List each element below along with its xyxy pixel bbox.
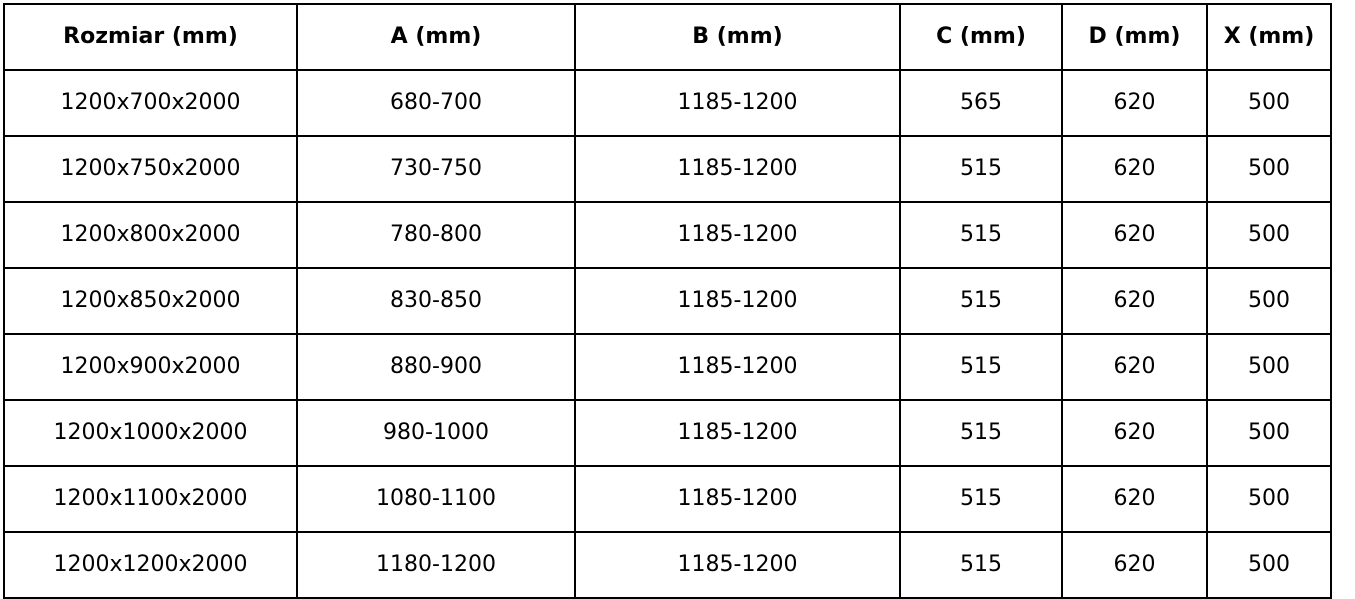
cell-a: 1080-1100	[297, 466, 575, 532]
table-row	[4, 202, 1331, 268]
table-row	[4, 532, 1331, 598]
cell-b: 1185-1200	[575, 70, 900, 136]
cell-c: 565	[900, 70, 1062, 136]
column-header-rozmiar: Rozmiar (mm)	[4, 4, 297, 70]
cell-rozmiar: 1200x1200x2000	[4, 532, 297, 598]
cell-rozmiar: 1200x1000x2000	[4, 400, 297, 466]
cell-x: 500	[1207, 136, 1331, 202]
column-header-b: B (mm)	[575, 4, 900, 70]
cell-b: 1185-1200	[575, 202, 900, 268]
cell-x: 500	[1207, 532, 1331, 598]
cell-d: 620	[1062, 466, 1207, 532]
column-header-a: A (mm)	[297, 4, 575, 70]
cell-x: 500	[1207, 202, 1331, 268]
cell-a: 680-700	[297, 70, 575, 136]
table-header	[4, 4, 1331, 70]
cell-rozmiar: 1200x900x2000	[4, 334, 297, 400]
cell-a: 1180-1200	[297, 532, 575, 598]
dimensions-table	[3, 3, 1332, 599]
cell-b: 1185-1200	[575, 334, 900, 400]
cell-x: 500	[1207, 334, 1331, 400]
column-header-c: C (mm)	[900, 4, 1062, 70]
cell-c: 515	[900, 466, 1062, 532]
cell-b: 1185-1200	[575, 466, 900, 532]
table-row	[4, 466, 1331, 532]
cell-d: 620	[1062, 202, 1207, 268]
column-header-x: X (mm)	[1207, 4, 1331, 70]
cell-rozmiar: 1200x850x2000	[4, 268, 297, 334]
table-header-row	[4, 4, 1331, 70]
cell-x: 500	[1207, 70, 1331, 136]
cell-a: 830-850	[297, 268, 575, 334]
cell-rozmiar: 1200x800x2000	[4, 202, 297, 268]
cell-b: 1185-1200	[575, 136, 900, 202]
table-row	[4, 334, 1331, 400]
table-row	[4, 400, 1331, 466]
cell-x: 500	[1207, 400, 1331, 466]
cell-d: 620	[1062, 400, 1207, 466]
cell-d: 620	[1062, 532, 1207, 598]
cell-c: 515	[900, 136, 1062, 202]
table-body	[4, 70, 1331, 598]
cell-rozmiar: 1200x700x2000	[4, 70, 297, 136]
cell-c: 515	[900, 400, 1062, 466]
cell-rozmiar: 1200x1100x2000	[4, 466, 297, 532]
cell-b: 1185-1200	[575, 400, 900, 466]
size-table-container	[0, 3, 1355, 594]
cell-c: 515	[900, 202, 1062, 268]
cell-d: 620	[1062, 70, 1207, 136]
column-header-d: D (mm)	[1062, 4, 1207, 70]
cell-a: 730-750	[297, 136, 575, 202]
cell-d: 620	[1062, 268, 1207, 334]
cell-d: 620	[1062, 334, 1207, 400]
cell-c: 515	[900, 532, 1062, 598]
cell-a: 880-900	[297, 334, 575, 400]
cell-b: 1185-1200	[575, 268, 900, 334]
cell-b: 1185-1200	[575, 532, 900, 598]
table-row	[4, 268, 1331, 334]
cell-rozmiar: 1200x750x2000	[4, 136, 297, 202]
cell-d: 620	[1062, 136, 1207, 202]
table-row	[4, 136, 1331, 202]
table-row	[4, 70, 1331, 136]
cell-c: 515	[900, 334, 1062, 400]
cell-a: 780-800	[297, 202, 575, 268]
cell-x: 500	[1207, 268, 1331, 334]
cell-x: 500	[1207, 466, 1331, 532]
cell-a: 980-1000	[297, 400, 575, 466]
cell-c: 515	[900, 268, 1062, 334]
